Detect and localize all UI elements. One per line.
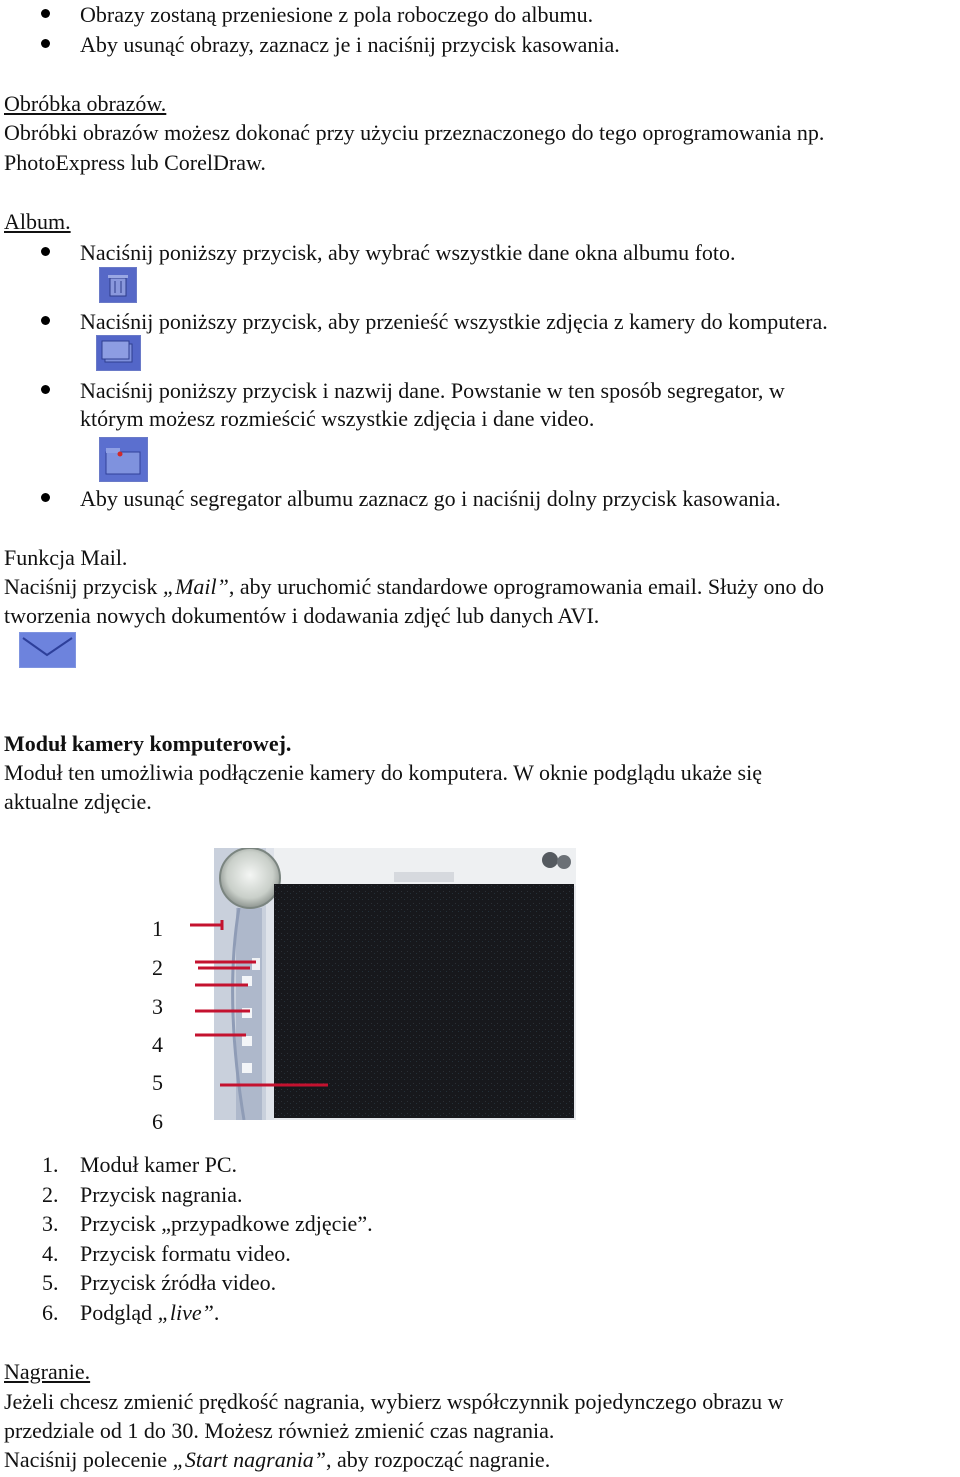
list-item [80,1298,219,1328]
callout-lines [190,915,340,1095]
list-item: Moduł kamer PC. [80,1152,238,1177]
paragraph-line [4,1445,550,1475]
paragraph-line: PhotoExpress lub CorelDraw. [4,150,266,175]
bullet-text: Aby usunąć segregator albumu zaznacz go i naciśnij dolny przycisk kasowania. [80,486,781,511]
paragraph-line: Jeżeli chcesz zmienić prędkość nagrania, wybierz współczynnik pojedynczego obrazu w [4,1389,784,1414]
list-item: Przycisk źródła video. [80,1270,277,1295]
callout-number: 1 [152,916,163,941]
paragraph-line: aktualne zdjęcie. [4,789,152,814]
list-item: Przycisk nagrania. [80,1182,243,1207]
bullet-dot [41,493,50,502]
list-item: Przycisk formatu video. [80,1241,291,1266]
bullet-text: Naciśnij poniższy przycisk, aby wybrać wszystkie dane okna albumu foto. [80,240,736,265]
bullet-text: którym możesz rozmieścić wszystkie zdjęcia i dane video. [80,406,595,431]
text-fragment: . [213,1300,220,1325]
paragraph-line: Moduł ten umożliwia podłączenie kamery do komputera. W oknie podglądu ukaże się [4,760,762,785]
text-fragment-italic: „Mail” [162,574,229,599]
callout-number: 3 [152,994,163,1019]
bullet-text: Naciśnij poniższy przycisk, aby przenieść wszystkie zdjęcia z kamery do komputera. [80,309,828,334]
section-heading-processing: Obróbka obrazów. [4,91,167,116]
bullet-dot [41,39,50,48]
paragraph-line [4,572,824,602]
list-number: 1. [42,1152,59,1177]
text-fragment-italic: „live” [157,1300,214,1325]
text-fragment-italic: „Start nagrania” [172,1447,327,1472]
section-heading-album: Album. [4,209,71,234]
list-number: 6. [42,1300,59,1325]
text-fragment: Naciśnij polecenie [4,1447,173,1472]
list-number: 3. [42,1211,59,1236]
mail-envelope-icon[interactable] [19,632,76,668]
text-fragment: Naciśnij przycisk [4,574,163,599]
callout-number: 4 [152,1032,163,1057]
text-fragment: , aby rozpocząć nagranie. [326,1447,551,1472]
paragraph-line: przedziale od 1 do 30. Możesz również zmienić czas nagrania. [4,1418,555,1443]
list-number: 5. [42,1270,59,1295]
callout-number: 6 [152,1109,163,1134]
section-heading-recording: Nagranie. [4,1359,91,1384]
text-fragment: Podgląd [80,1300,158,1325]
callout-number: 2 [152,955,163,980]
text-fragment: , aby uruchomić standardowe oprogramowania email. Służy ono do [228,574,824,599]
new-folder-icon[interactable] [99,437,148,482]
paragraph-line: Obróbki obrazów możesz dokonać przy użyciu przeznaczonego do tego oprogramowania np. [4,120,825,145]
bullet-dot [41,9,50,18]
bullet-text: Naciśnij poniższy przycisk i nazwij dane. Powstanie w ten sposób segregator, w [80,378,785,403]
section-heading-camera: Moduł kamery komputerowej. [4,731,292,756]
list-number: 4. [42,1241,59,1266]
bullet-dot [41,316,50,325]
callout-number: 5 [152,1070,163,1095]
bullet-dot [41,247,50,256]
bullet-text: Obrazy zostaną przeniesione z pola roboczego do albumu. [80,2,594,27]
trash-icon[interactable] [99,267,137,303]
bullet-text: Aby usunąć obrazy, zaznacz je i naciśnij przycisk kasowania. [80,32,620,57]
section-heading-mail: Funkcja Mail. [4,545,128,570]
bullet-dot [41,385,50,394]
list-item: Przycisk „przypadkowe zdjęcie”. [80,1211,373,1236]
camera-transfer-icon[interactable] [96,335,141,371]
list-number: 2. [42,1182,59,1207]
paragraph-line: tworzenia nowych dokumentów i dodawania zdjęć lub danych AVI. [4,603,600,628]
